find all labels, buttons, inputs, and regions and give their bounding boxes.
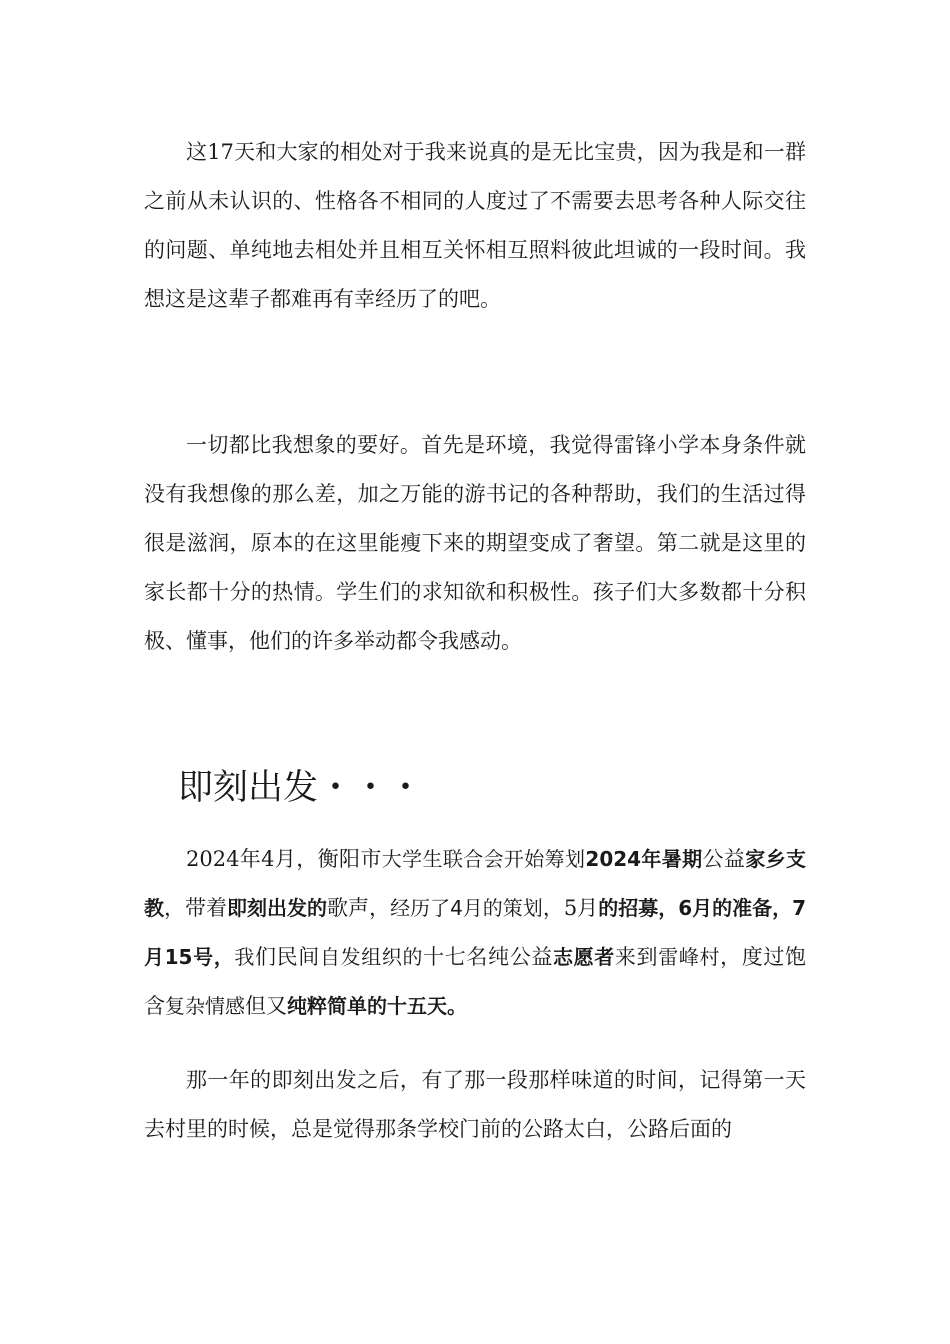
text-run: 家乡支教 — [144, 847, 807, 920]
paragraph-environment: 一切都比我想象的要好。首先是环境，我觉得雷锋小学本身条件就没有我想像的那么差，加之万能的游书记的各种帮助，我们的生活过得很是滋润，原本的在这里能瘦下来的期望变成了奢望。第二就是这里的家长都十分的热情。学生们的求知欲和积极性。孩子们大多数都十分积极、懂事，他们的许多举动都令我感动。 — [144, 433, 806, 653]
text-run: 即刻出发的 — [227, 896, 328, 920]
text-run: 来到 — [614, 945, 659, 969]
text-run: 十七名纯公益 — [423, 945, 553, 969]
text-run: 大学生联合会开始筹划 — [381, 847, 586, 871]
text-run: 的招募 — [598, 896, 659, 920]
text-run: 复杂情感 — [165, 994, 245, 1018]
text-run: ，6月的准备，7月15号， — [144, 896, 807, 969]
text-run: 歌声， — [327, 896, 391, 920]
paragraph-companionship: 这17天和大家的相处对于我来说真的是无比宝贵，因为我是和一群之前从未认识的、性格各不相同的人度过了不需要去思考各种人际交往的问题、单纯地去相处并且相互关怀相互照料彼此坦诚的一段时间。我想这是这辈子都难再有幸经历了的吧。 — [144, 140, 806, 311]
text-run: 4月的策划 — [450, 896, 543, 920]
text-run: ，5月 — [542, 896, 599, 920]
section-heading: 即刻出发・・・ — [178, 768, 424, 808]
text-run: 志愿者 — [553, 945, 615, 969]
text-run: 自发组织的 — [319, 945, 424, 969]
text-run: 但又 — [245, 994, 287, 1018]
text-run: ，度过饱含 — [144, 945, 807, 1018]
text-run: 公益 — [702, 847, 746, 871]
text-run: ，带着 — [164, 896, 228, 920]
text-run: 们民间 — [255, 945, 320, 969]
text-run: 经历了 — [390, 896, 451, 920]
text-run: 2024年4月，衡阳市 — [186, 847, 382, 871]
text-run: 2024年暑期 — [585, 847, 703, 871]
paragraph-departure — [144, 835, 806, 1031]
text-run: 雷峰村 — [658, 945, 721, 969]
text-run: 我 — [234, 945, 256, 969]
text-run: 纯粹简单的十五天。 — [287, 994, 467, 1018]
paragraph-memory: 那一年的即刻出发之后，有了那一段那样味道的时间，记得第一天去村里的时候，总是觉得那条学校门前的公路太白，公路后面的 — [144, 1068, 806, 1141]
